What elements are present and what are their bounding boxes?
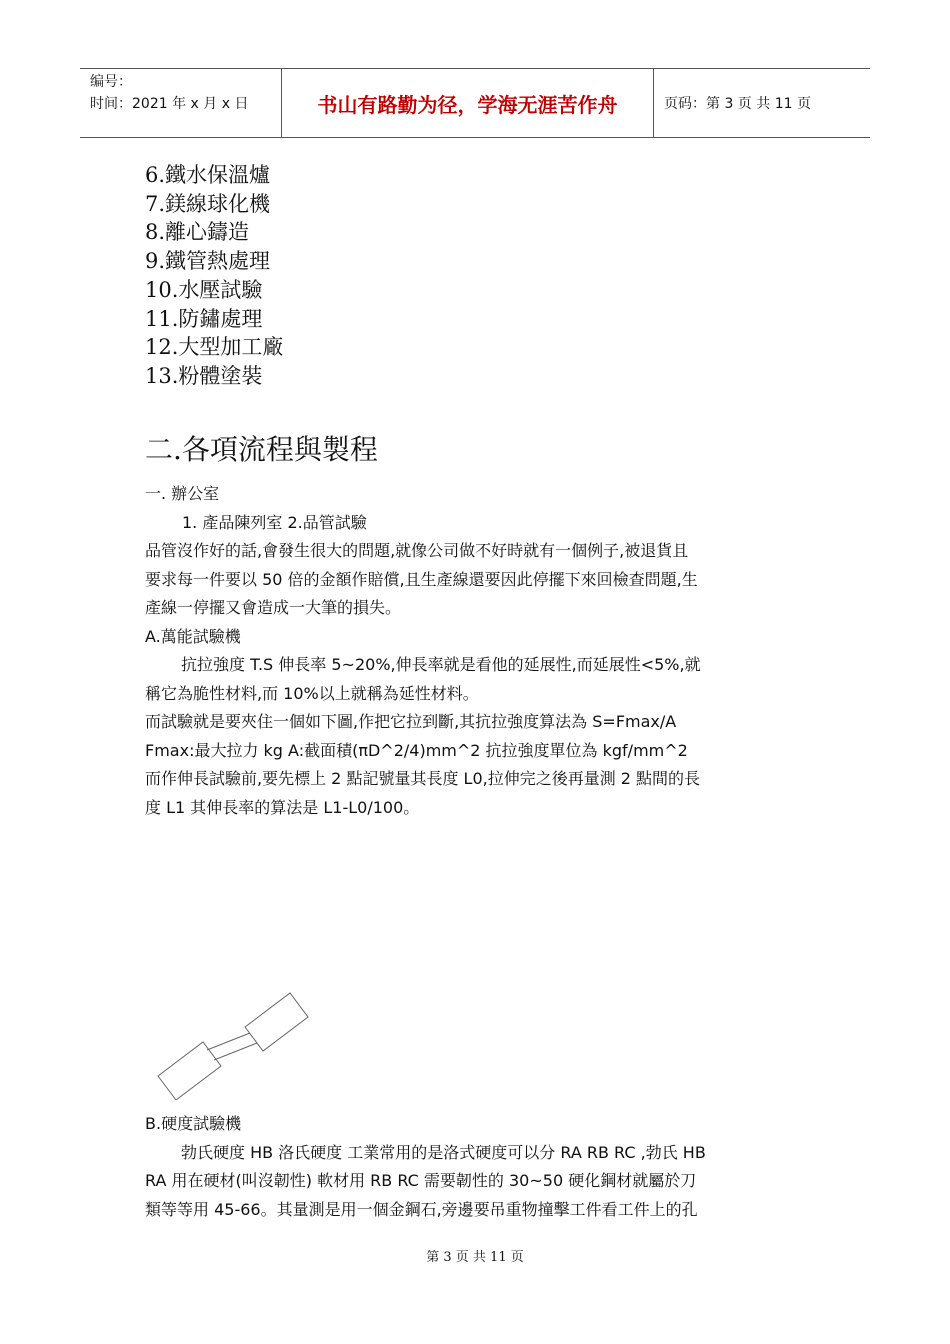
paragraph-b [145, 1110, 706, 1224]
section-title: 二.各項流程與製程 [145, 433, 378, 466]
toc-item: 11.防鏽處理 [145, 306, 263, 331]
paragraph-line: 勃氏硬度 HB 洛氏硬度 工業常用的是洛式硬度可以分 RA RB RC ,勃氏 HB [181, 1142, 706, 1162]
header-motto-cell [282, 69, 654, 137]
paragraph-line: Fmax:最大拉力 kg A:截面積(πD^2/4)mm^2 抗拉強度單位為 kgf/mm^2 [145, 740, 688, 760]
header-motto: 书山有路勤为径，学海无涯苦作舟 [317, 92, 618, 117]
paragraph-line: 產線一停擺又會造成一大筆的損失。 [145, 598, 402, 617]
toc-item: 13.粉體塗裝 [145, 363, 263, 388]
paragraph-line: 類等等用 45-66。其量測是用一個金鋼石,旁邊要吊重物撞擊工件看工件上的孔 [145, 1199, 698, 1219]
sub-item: 1. 產品陳列室 2.品管試驗 [182, 513, 367, 532]
paragraph-line: 而作伸長試驗前,要先標上 2 點記號量其長度 L0,拉伸完之後再量測 2 點間的長 [145, 769, 701, 788]
specimen-grip-upper [245, 993, 308, 1051]
toc-item: 12.大型加工廠 [145, 335, 284, 360]
specimen-grip-lower [158, 1042, 221, 1100]
page-footer: 第 3 页 共 11 页 [426, 1250, 524, 1265]
toc-item: 10.水壓試驗 [145, 277, 263, 302]
page-info: 页码：第 3 页 共 11 页 [664, 96, 811, 112]
paragraph-line: 稱它為脆性材料,而 10%以上就稱為延性材料。 [145, 683, 479, 703]
subsection-heading: A.萬能試驗機 [145, 626, 241, 646]
paragraph-a [145, 537, 701, 822]
sub-heading: 一. 辦公室 [145, 484, 220, 503]
paragraph-line: 品管沒作好的話,會發生很大的問題,就像公司做不好時就有一個例子,被退貨且 [145, 541, 689, 560]
time-label: 时间：2021 年 x 月 x 日 [90, 96, 249, 112]
toc-item: 9.鐵管熱處理 [145, 249, 271, 274]
specimen-gauge-edge [214, 1043, 257, 1060]
number-label: 编号： [90, 74, 132, 90]
paragraph-line: 度 L1 其伸長率的算法是 L1-L0/100。 [145, 797, 420, 817]
toc-list [145, 161, 283, 391]
paragraph-line: 抗拉強度 T.S 伸長率 5~20%,伸長率就是看他的延展性,而延展性<5%,就 [181, 655, 701, 674]
paragraph-line: 而試驗就是要夾住一個如下圖,作把它拉到斷,其抗拉強度算法為 S=Fmax/A [145, 712, 677, 731]
header-meta [80, 69, 282, 137]
paragraph-line: RA 用在硬材(叫沒韌性) 軟材用 RB RC 需要韌性的 30~50 硬化鋼材就屬於刀 [145, 1171, 697, 1190]
specimen-gauge-edge [207, 1033, 250, 1050]
header-page-info [654, 69, 870, 137]
tensile-specimen-diagram [150, 990, 320, 1100]
toc-item: 7.鎂線球化機 [145, 191, 271, 216]
subsection-heading: B.硬度試驗機 [145, 1114, 242, 1133]
page-header [80, 68, 870, 138]
toc-item: 6.鐵水保溫爐 [145, 163, 271, 187]
paragraph-line: 要求每一件要以 50 倍的金額作賠償,且生產線還要因此停擺下來回檢查問題,生 [145, 569, 698, 589]
toc-item: 8.離心鑄造 [145, 220, 250, 245]
